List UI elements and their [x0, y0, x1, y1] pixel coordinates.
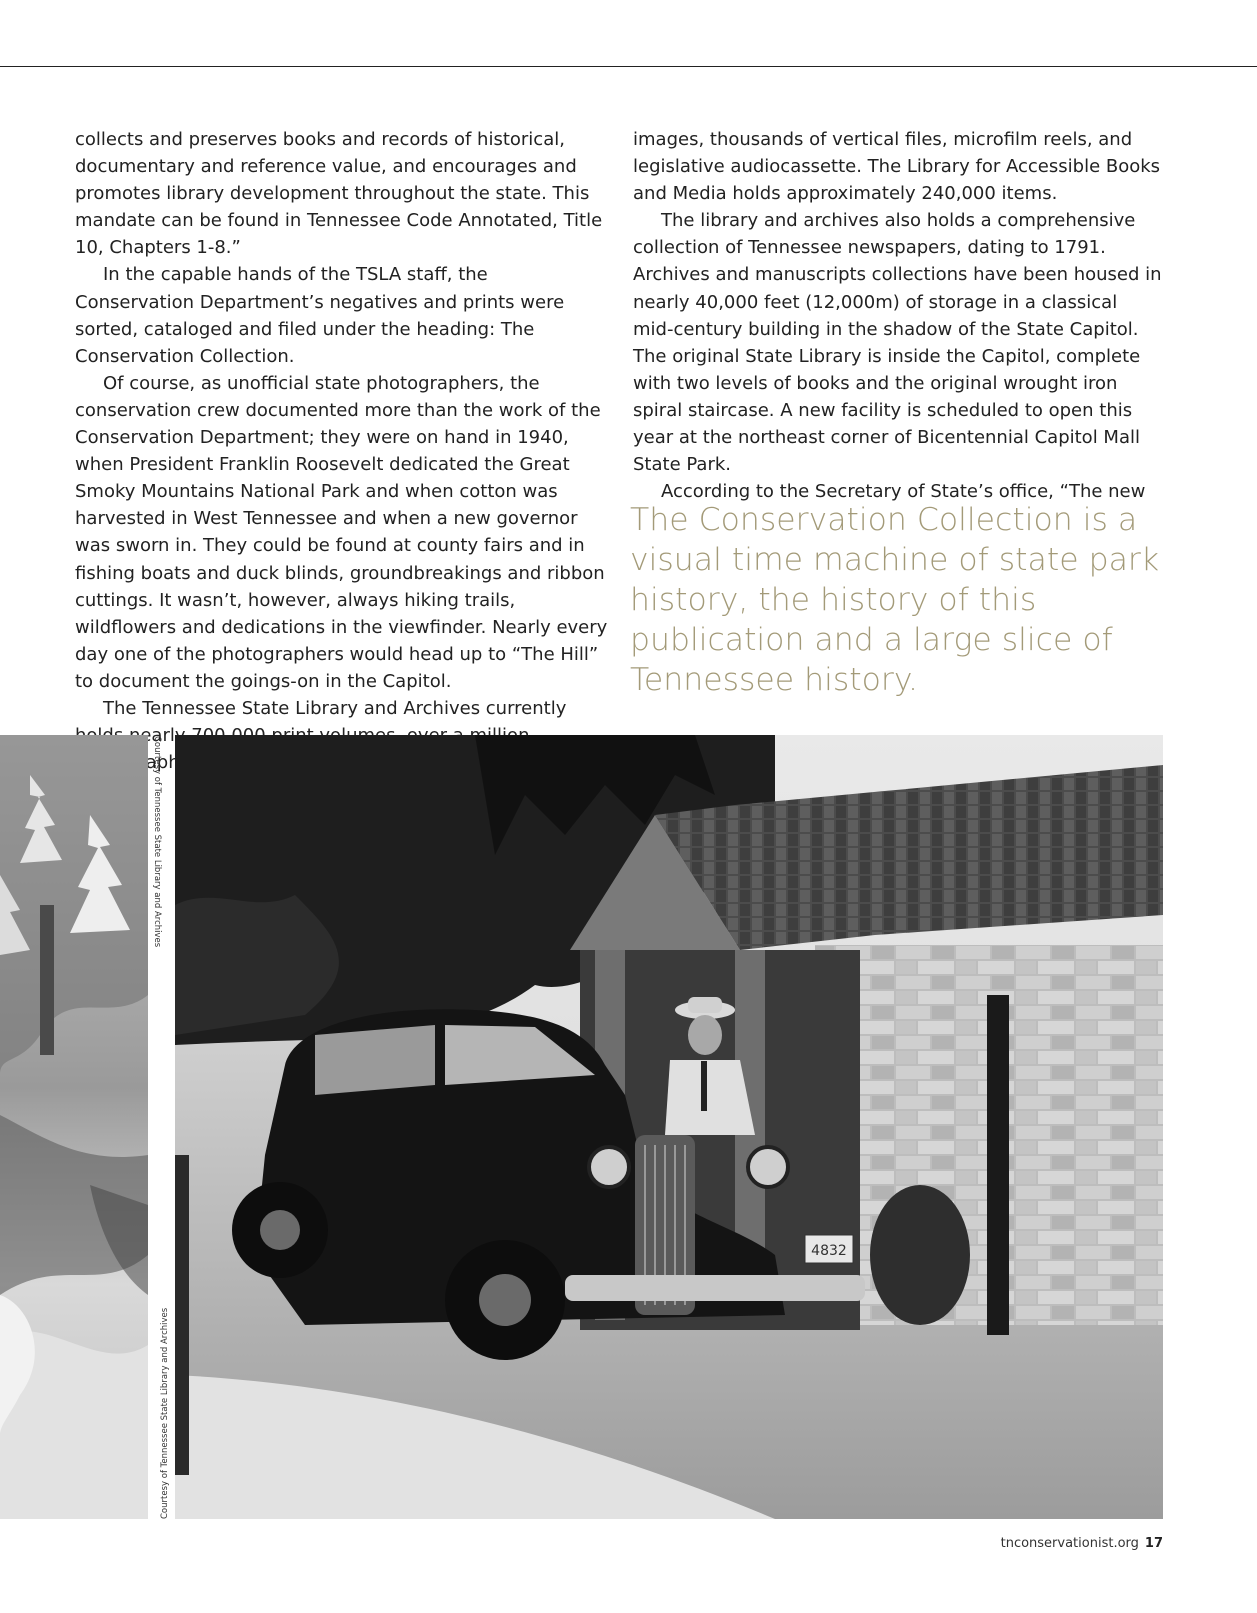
paragraph: collects and preserves books and records of historical, documentary and reference value, and encourages and promotes library development throughout the state. This mandate can be found in Tennessee Code Annotated, Title 10, Chapters 1-8.”: [75, 129, 603, 259]
article-column-right: [633, 126, 1163, 505]
license-plate: 4832: [811, 1243, 847, 1259]
paragraph: The Tennessee State Library and Archives currently nearly: [103, 697, 567, 747]
photo-credit: Courtesy of Tennessee State Library and Archives: [152, 736, 162, 948]
page-footer: [1001, 1536, 1163, 1551]
paragraph: Of course, as unofficial state photographers, the conservation crew documented more than the work of the Conservation Department; they were on hand in 1940, when President Franklin Roosevelt dedicated the Great Smoky Mountains National Park and when cotton was harvested in West Tennessee and when a new governor was sworn in. They could be found at county fairs and in fishing boats and duck blinds, groundbreakings and ribbon cuttings. It wasn’t, however, always hiking trails, wildflowers and dedications in the viewfinder. Nearly every day one of the photographers would head up to “The Hill” to document the goings-on in the Capitol.: [75, 372, 608, 692]
paragraph: images, thousands of vertical files, microfilm reels, and legislative audiocassette. The Library for Accessible Books and Media holds approximately 240,000 items.: [633, 129, 1161, 205]
article-column-left: [75, 126, 610, 776]
paragraph: In the capable hands of the TSLA staff, the Conservation Department’s negatives and prints were sorted, cataloged and filed under the heading: The Conservation Collection.: [75, 264, 565, 367]
page-number: 17: [1144, 1536, 1163, 1551]
pull-quote: The Conservation Collection is a visual time machine of state park history, the history of this publication and a large slice of Tennessee history.: [630, 502, 1160, 698]
vintage-car-photo: [175, 735, 1163, 1519]
top-rule: [0, 66, 1257, 67]
paragraph: The library and archives also holds a comprehensive collection of Tennessee newspapers, dating to 1791. Archives and manuscripts collections have been housed in nearly 40,000 feet (12,000m) of storage in a classical mid-century building in the shadow of the State Capitol. The original State Library is inside the Capitol, complete with two levels of books and the original wrought iron spiral staircase. A new facility is scheduled to open this year at the northeast corner of Bicentennial Capitol Mall State Park.: [633, 210, 1162, 476]
paragraph: According to the Secretary of State’s office, “The new: [661, 481, 1146, 503]
photo-credit: Courtesy of Tennessee State Library and Archives: [160, 1307, 170, 1519]
snowy-forest-photo: [0, 735, 148, 1519]
website-url: tnconservationist.org: [1000, 1536, 1139, 1551]
